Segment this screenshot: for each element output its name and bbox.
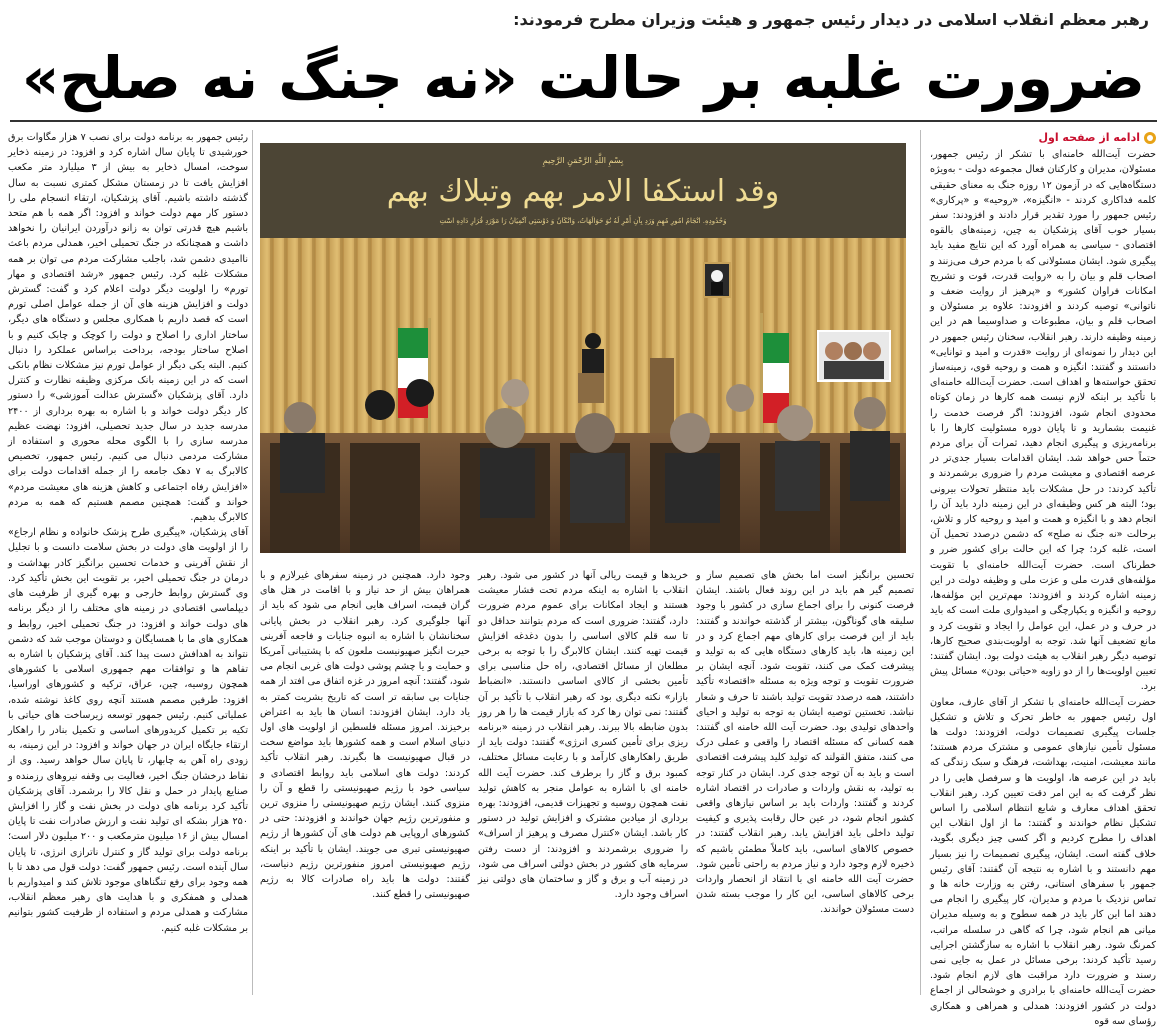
banner-top-text: بِسْمِ اللَّهِ الرَّحْمَنِ الرَّحِيمِ	[542, 156, 624, 165]
article-kicker: رهبر معظم انقلاب اسلامی در دیدار رئیس جمهور و هیئت وزیران مطرح فرمودند:	[513, 10, 1149, 29]
continued-label	[930, 130, 1156, 145]
column-left-bottom-text: آقای پزشکیان، «پیگیری طرح پزشک خانواده و نظام ارجاع» را از اولویت های دولت در بخش سلامت دانست و با تجلیل از نقش آفرینی و خدمات تحسین برانگیز کادر بهداشت و درمان در جنگ تحمیلی اخیر، بر تقویت این بخش تأکید کرد. وی گسترش روابط خارجی و بهره گیری از ظرفیت های دیپلماسی اقتصادی در زمینه های مختلف را از دیگر برنامه های دولت خواند و افزود: در جنگ تحمیلی اخیر، روابط و همکاری های ما با همسایگان و دوستان موجب شد که دشمن نتواند به اهدافش دست پیدا کند. آقای پزشکیان با اشاره به تفاهم ها و توافقات مهم جمهوری اسلامی با کشورهای همچون روسیه، چین، عراق، ترکیه و کشورهای اوراسیا، افزود: طرفین مصمم هستند آنچه روی کاغذ نوشته شده، عملیاتی کنیم. رئیس جمهور توسعه زیرساخت های حیاتی با تکیه بر تکمیل کریدورهای اساسی و تکمیل بنادر را راهکار ارتقاء جایگاه ایران در جهان خواند و افزود: در این زمینه، به زودی راه آهن به چابهار، تا پایان سال خواهد رسید. وی از نقاط درخشان جنگ اخیر، فعالیت بی وقفه نیروهای رزمنده و صنایع پایدار در حمل و نقل کالا را برشمرد. آقای پزشکیان تأکید کرد برنامه های دولت در بخش نفت و گاز را افزایش ۲۵۰ هزار بشکه ای تولید نفت و ارزش صادرات نفت تا پایان امسال بیش از ۱۶ میلیون مترمکعب و ۲۰۰ میلیون دلار است؛ برنامه دولت برای تولید گاز و کنترل ناترازی انرژی، تا پایان سال آینده است. رئیس جمهور گفت: دولت قول می دهد تا با همه وجود برای رفع تنگناهای موجود تلاش کند و امیدواریم با همدلی و همفکری و با هدایت های رهبر معظم انقلاب، مشارکت و همدلی مردم و استفاده از ظرفیت کشور بتوانیم بر مشکلات غلبه کنیم.	[8, 527, 248, 934]
sun-icon	[1144, 132, 1156, 144]
column-middle-2-text: خریدها و قیمت ریالی آنها در کشور می شود. رهبر انقلاب با اشاره به اینکه مردم تحت فشار معیشت هستند و ایجاد امکانات برای عموم مردم ضرورت دارد، گفتند: ضروری است که مردم بتوانند حداقل دو تا سه قلم کالای اساسی را بدون دغدغه افزایش قیمت تهیه کنند. ایشان کالابرگ را با توجه به برخی مطلعان از مسائل اقتصادی، راه حل مناسبی برای تأمین بخشی از کالای اساسی دانستند. «انضباط بازار» نکته دیگری بود که رهبر انقلاب با تأکید بر آن گفتند: نمی توان رها کرد که بازار قیمت ها را هر روز بدون ضابطه بالا ببرند. رهبر انقلاب در زمینه «برنامه ریزی برای تأمین کسری انرژی» گفتند: دولت باید از طریق راهکارهای کارآمد و با رعایت مسائل مختلف، کمبود برق و گاز را برطرف کند. حضرت آیت الله خامنه ای با اشاره به عوامل منجر به کاهش تولید نفت همچون روسیه و تجهیزات قدیمی، افزودند: بهره برداری از میادین مشترک و افزایش تولید در دستور کار باشد. ایشان «کنترل مصرف و پرهیز از اسراف» را ضروری برشمردند و افزودند: از دست رفتن سرمایه های کشور در بخش دولتی اسراف می شود، در زمینه آب و برق و گاز و ساختمان های دولتی نیز اسراف وجود دارد.	[478, 570, 688, 901]
meeting-photo	[260, 143, 906, 553]
banner-small-text: وَحُدُودِهِ. انْجَامُ امُورِ مُهِمِ وَرَدِ بِآنِ أَمْرِ لَهُ تُوَ حَوَالَهَاتُ، وَانْكَانُ وَ دَوْسَتِي آتْمِيَانُ رَا مَوْرَدِ قُرَارِ دَادِهِ اسْتِ	[439, 217, 727, 225]
column-left	[8, 130, 248, 995]
article-headline: ضرورت غلبه بر حالت «نه جنگ نه صلح»	[21, 44, 1146, 112]
column-middle-3-text: تحسین برانگیز است اما بخش های تصمیم ساز و تصمیم گیر هم باید در این روند فعال باشند. ایشان فرصت کنونی را برای اجماع سازی در کشور با وجود سلیقه های گوناگون، بیشتر از گذشته خواندند و گفتند: باید از این فرصت برای کارهای مهم اجماع کرد و در این زمینه ها، باید کارهای دستگاه هایی که به تولید و پیشرفت کمک می کنند، تقویت شود. آنچه ایشان بر ضرورت تقویت و توجه ویژه به مسئله «اقتصاد» تأکید داشتند، همه درصدد تقویت تولید باشند تا حرف و شعار نباشد. تخستین توصیه ایشان به توجه به تولید و احیای واحدهای تولیدی بود. حضرت آیت الله خامنه ای گفتند: همه کسانی که مسئله اقتصاد را واقعی و عملی درک می کنند، متفق القولند که تولید کلید پیشرفت اقتصادی است و باید به آن توجه جدی کرد. ایشان در کنار توجه به تولید، به نقش واردات و صادرات در اقتصاد اشاره کردند و گفتند: واردات باید بر اساس نیازهای واقعی کشور انجام شود، در عین حال رقابت پذیری و کیفیت تولید داخلی باید افزایش یابد. رهبر انقلاب گفتند: در خصوص کالاهای اساسی، باید کاملاً مطمئن باشیم که ذخیره لازم وجود دارد و نیاز مردم به راحتی تأمین شود. حضرت آیت الله خامنه ای با انتقاد از انحصار واردات برخی کالاهای اساسی، این کار را موجب بسته شدن دست مسئولان خواندند.	[696, 570, 914, 916]
headline-rule	[10, 120, 1157, 122]
column-middle-2	[478, 568, 688, 995]
banner-arabic-text: وقد استكفا الامر بهم وتبلاك بهم	[386, 174, 780, 209]
column-right-top-text: حضرت آیت‌الله خامنه‌ای با تشکر از رئیس جمهور، مسئولان، مدیران و کارکنان فعال مجموعه دولت - به‌ویژه دستگاه‌هایی که در آزمون ۱۲ روزه جنگ به معنای حقیقی کلمه فداکاری کردند - «انگیزه»، «روحیه» و «پرکاری» رئیس جمهور را مورد تقدیر قرار دادند و افزودند: سفر بسیار خوب آقای پزشکیان به چین، زمینه‌های بالقوه اقتصادی - سیاسی به همراه آورد که این نتایج مفید باید پیگیری شود. ایشان مسئولانی که با مردم حرف می‌زنند و اصحاب قلم و بیان را به «روایت قدرت، قوت و تشریح امکانات فراوان کشور» و «پرهیز از روایت ضعف و ناتوانی» توصیه کردند و افزودند: علاوه بر مسئولان و اصحاب قلم و بیان، مطبوعات و صداوسیما هم در این زمینه وظیفه دارند. رهبر انقلاب، سخنان رئیس جمهور در این دیدار را نمونه‌ای از روایت «قدرت و امید و توانایی» دانستند و گفتند: انگیزه و همت و روحیه قوی، زمینه‌ساز تحقق خواسته‌ها و اهداف است. حضرت آیت‌الله خامنه‌ای با تأکید بر اینکه لازم نیست همه کارها در زمان کوتاه محدودی انجام شود، افزودند: اگر فرصت خدمت را غنیمت بشمارید و تا پایان دوره مسئولیت کارها را با برنامه‌ریزی و پیگیری انجام دهید، ثمرات آن برای مردم حتماً حس خواهد شد. ایشان اقدامات بسیار جدی‌تر در عرصه اقتصادی و معیشت مردم را ضروری برشمردند و تأکید کردند: در حل مشکلات باید منتظر تحولات بیرونی بود؛ البته هر کس وظیفه‌ای در این زمینه دارد باید آن را انجام دهد و با انگیزه و همت و امید و روحیه کار و تلاش، برحالت «نه جنگ نه صلح» که دشمن درصدد تحمیل آن است، غلبه کرد؛ چرا که این حالت برای کشور ضرر و خطرناک است. حضرت آیت‌الله خامنه‌ای با تقویت مؤلفه‌های قدرت ملی و عزت ملی و وظیفه دولت در این زمینه اشاره کردند و افزودند: مهم‌ترین این مؤلفه‌ها، روحیه و انگیزه و یکپارچگی و امیدواری ملت است که باید در حرف و در عمل، این عوامل را ایجاد و تقویت کرد و مانع تضعیف آنها شد. توجه به اولویت‌بندی صحیح کارها، توصیه دیگر رهبر انقلاب به هیئت دولت بود. ایشان گفتند: تعیین اولویت‌ها را از دو زاویه «حیاتی بودن» مسائل پیش برد.	[930, 149, 1156, 693]
column-divider	[252, 130, 253, 995]
continued-label-text: ادامه از صفحه اول	[1038, 131, 1140, 144]
article-photo	[260, 143, 906, 553]
column-middle-1	[260, 568, 470, 995]
column-right	[930, 130, 1156, 1027]
column-middle-1-text: وجود دارد. همچنین در زمینه سفرهای غیرلازم و با همراهان بیش از حد نیاز و با اقامت در هتل های گران قیمت، اسراف هایی انجام می شود که باید از آنها جلوگیری کرد. رهبر انقلاب در بخش پایانی سخنانشان با اشاره به انبوه جنایات و فاجعه آفرینی حیرت انگیز صهیونیست ملعون که با پشتیبانی آمریکا و حمایت و یا چشم پوشی دولت های غربی انجام می شود، گفتند: آنچه امروز در غزه اتفاق می افتد از همه جنایات بی سابقه تر است که تاریخ بشریت کمتر به یاد دارد. ایشان افزودند: انسان ها باید به اعتراض برخیزند. امروز مسئله فلسطین از اولویت های اول دنیای اسلام است و همه کشورها باید مواضع سخت در قبال صهیونیست ها بگیرند. رهبر انقلاب تأکید کردند: دولت های اسلامی باید روابط اقتصادی و سیاسی خود با رژیم صهیونیستی را قطع و آن را منزوی کنند. ایشان رژیم صهیونیستی را منزوی ترین و منفورترین رژیم جهان خواندند و افزودند: حتی در کشورهای اروپایی هم دولت های آن کشورها از رژیم صهیونیستی تبری می جویند. ایشان با تأکید بر اینکه رژیم صهیونیستی امروز منفورترین رژیم دنیاست، گفتند: دولت ها باید راه صادرات کالا به رژیم صهیونیستی را قطع کنند.	[260, 570, 470, 901]
column-divider	[920, 130, 921, 995]
column-left-top-text: رئیس جمهور به برنامه دولت برای نصب ۷ هزار مگاوات برق خورشیدی تا پایان سال اشاره کرد و افزود: در زمینه ذخایر سوخت، امسال ذخایر به بیش از ۳ میلیارد متر مکعب افزایش یافت تا در زمستان مشکل کمتری نسبت به سال گذشته داشته باشیم. آقای پزشکیان، ارتقاء انسجام ملی را دستور کار مهم دولت خواند و افزود: اگر همه با هم متحد باشیم هیچ قدرتی توان به زانو درآوردن ایرانیان را نخواهد داشت و همچنانکه در جنگ تحمیلی اخیر، همدلی مردم باعث ناامیدی دشمن شد، باجلب مشارکت مردم می توان بر همه مشکلات غلبه کرد. رئیس جمهور «رشد اقتصادی و مهار تورم» را اولویت دیگر دولت اعلام کرد و گفت: گسترش دولت و افزایش هزینه های آن از جمله عوامل اصلی تورم است که قصد داریم با همکاری مجلس و دستگاه های دیگر، ساختار اداری را اصلاح و دولت را کوچک و چابک کنیم و با اصلاح ساختار بودجه، برداخت براساس عملکرد را دنبال کنیم. البته یکی دیگر از عوامل تورم نیز مشکلات نظام بانکی است که در این زمینه بانک مرکزی وظیفه نظارت و کنترل دارد. آقای پزشکیان «گسترش عدالت آموزشی» را دستور کار دیگر دولت خواند و با اشاره به بهره برداری از ۲۴۰۰ مدرسه جدید در سال جدید تحصیلی، افزود: نهضت عظیم مدرسه سازی را با الگوی محله محوری و استفاده از مشارکت مردمی دنبال می کنیم. رئیس جمهور، تخصیص کالابرگ به ۷ دهک جامعه را از جمله اقدامات دولت برای «افزایش رفاه اجتماعی و کاهش هزینه های معیشت مردم» خواند و گفت: همچنین مصمم هستیم که همه به مردم کالابرگ بدهیم.	[8, 132, 249, 524]
column-middle-3	[696, 568, 914, 995]
podium-right	[650, 358, 674, 438]
column-right-bottom-text: حضرت آیت‌الله خامنه‌ای با تشکر از آقای عارف، معاون اول رئیس جمهور به خاطر تحرک و تلاش و تشکیل جلسات پیگیری تصمیمات دولت، افزودند: دولت ها مسئول تأمین نیازهای عمومی و مشترک مردم هستند؛ مانند معیشت، امنیت، بهداشت، فرهنگ و سبک زندگی که باید در این عرصه ها، اولویت ها و سرفصل هایی را در نظر گرفت که به این امر دقت تعیین کرد. رهبر انقلاب تحقق اهداف معارف و شایع انتظام اسلامی را اساس تشکیل نظام خواندند و گفتند: ما از اول انقلاب این اهداف را مطرح کردیم و اگر کسی چیز دیگری بگوید، خلاف گفته است. ایشان، پیگیری تصمیمات را نیز بسیار مهم دانستند و با اشاره به نتیجه آن گفتند: آقای رئیس جمهور با سفرهای استانی، رفتن به وزارت خانه ها و تماس نزدیک با مردم و مدیران، کار پیگیری را انجام می دهند اما این کار باید در همه سطوح و به وسیله مدیران میانی هم انجام شود، چرا که گاهی در سلسله مراتب، کمرنگ شود. رهبر انقلاب با اشاره به سازگشتن اجرایی رسید تأکید کردند: برخی مسائل در عمل به جایی نمی رسند و ضرورت دارد مراقبت های لازم انجام شود. حضرت آیت‌الله خامنه‌ای با برادری و خوشحالی از اجماع دولت در کشور افزودند: همدلی و همراهی و همکاری رؤسای سه قوه	[930, 696, 1156, 1027]
